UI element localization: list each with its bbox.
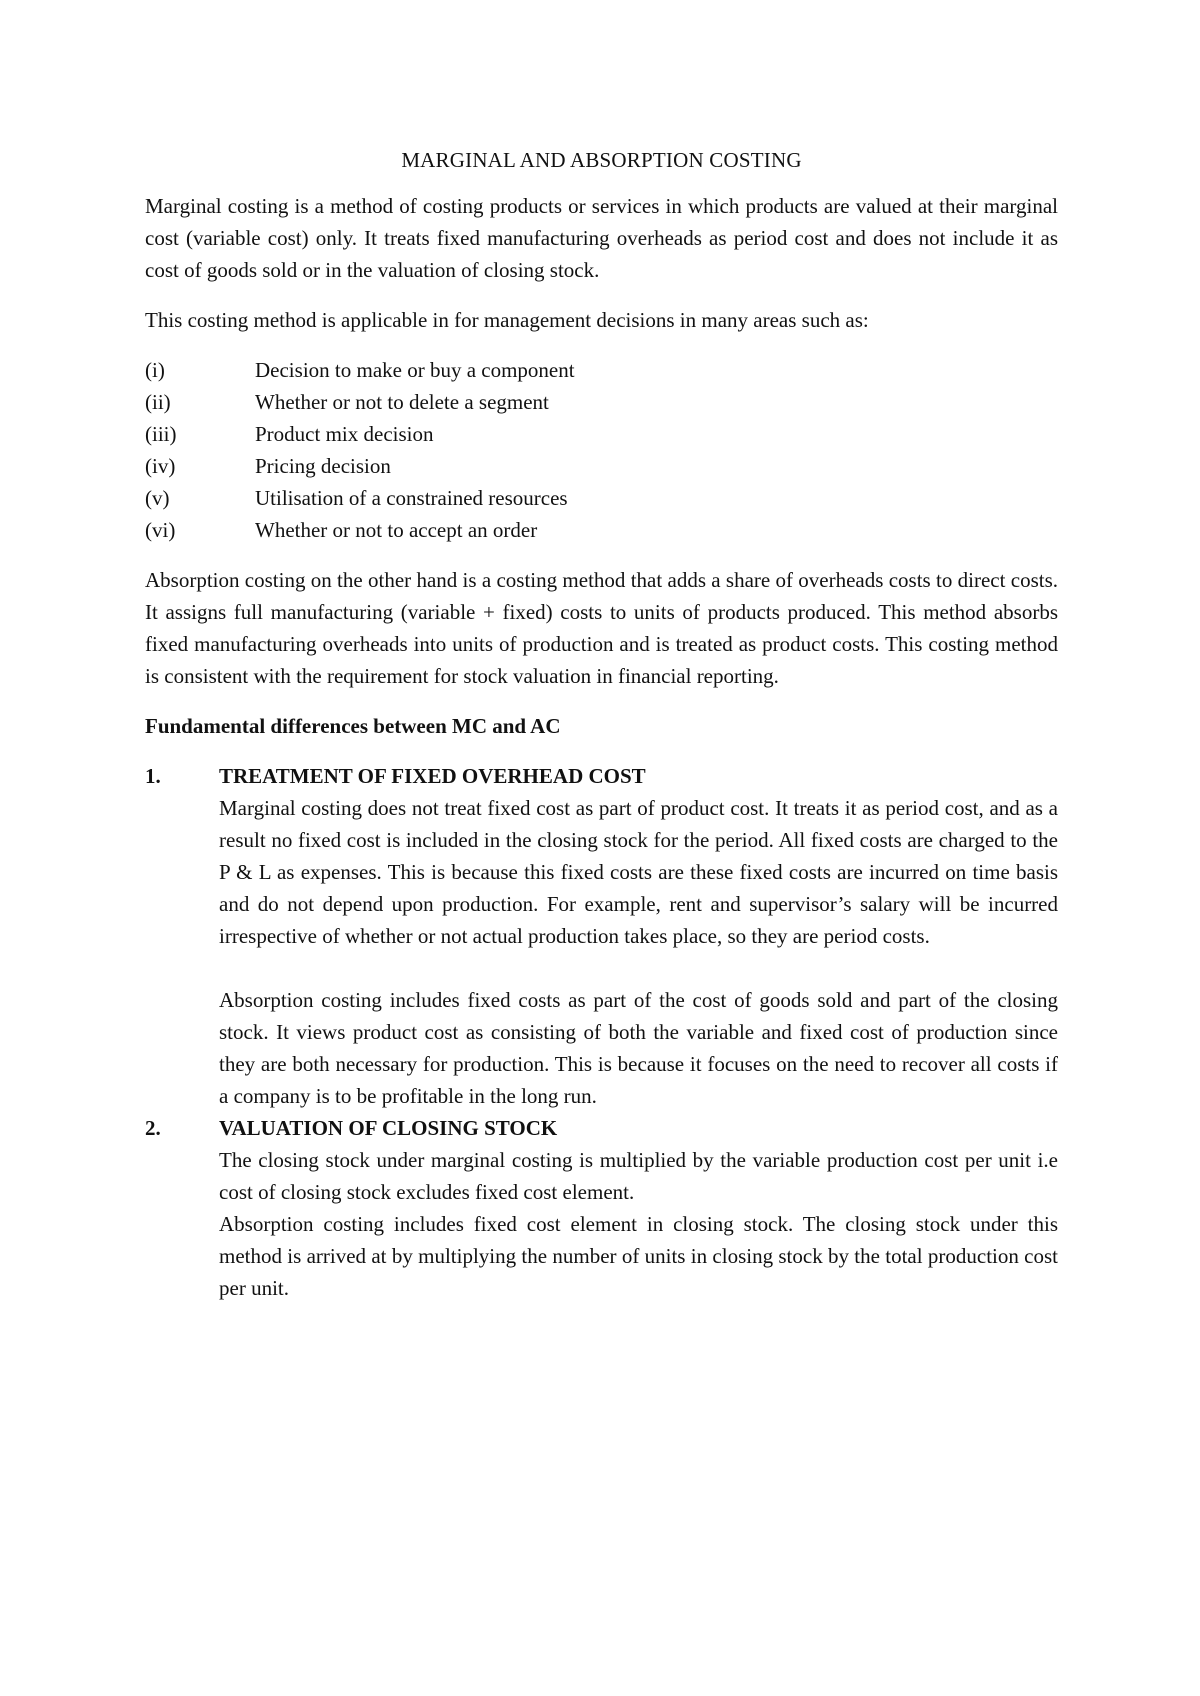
difference-body [219,760,1058,1112]
absorption-paragraph: Absorption costing on the other hand is a costing method that adds a share of overheads costs to direct costs. It assigns full manufacturing (variable + fixed) costs to units of products produced. This method absorbs fixed manufacturing overheads into units of production and is treated as product costs. This costing method is consistent with the requirement for stock valuation in financial reporting. [145,568,1058,688]
list-item [145,482,1058,514]
list-item [145,450,1058,482]
difference-item [145,760,1058,1112]
difference-title: TREATMENT OF FIXED OVERHEAD COST [219,764,646,788]
difference-paragraph: Absorption costing includes fixed costs as part of the cost of goods sold and part of the closing stock. It views product cost as consisting of both the variable and fixed cost of production since they are both necessary for production. This is because it focuses on the need to recover all costs if a company is to be profitable in the long run. [219,988,1058,1108]
difference-paragraph: The closing stock under marginal costing is multiplied by the variable production cost per unit i.e cost of closing stock excludes fixed cost element. [219,1148,1058,1204]
difference-title: VALUATION OF CLOSING STOCK [219,1116,558,1140]
list-numeral: (v) [145,486,170,510]
list-item-text: Decision to make or buy a component [255,358,575,382]
difference-item [145,1112,1058,1304]
list-item [145,386,1058,418]
list-numeral: (vi) [145,518,176,542]
intro-paragraph: Marginal costing is a method of costing products or services in which products are valued at their marginal cost (variable cost) only. It treats fixed manufacturing overheads as period cost and does not include it as cost of goods sold or in the valuation of closing stock. [145,194,1058,282]
applicability-sentence: This costing method is applicable in for management decisions in many areas such as: [145,308,869,332]
list-item [145,354,1058,386]
list-item [145,514,1058,546]
document-body [145,144,1058,1304]
applications-list [145,354,1058,546]
list-numeral: (ii) [145,390,171,414]
list-item [145,418,1058,450]
list-numeral: (iv) [145,454,176,478]
list-item-text: Product mix decision [255,422,434,446]
difference-number: 2. [145,1116,161,1140]
blank-line [219,952,1058,984]
difference-number: 1. [145,764,161,788]
differences-heading: Fundamental differences between MC and AC [145,714,561,738]
difference-paragraph: Marginal costing does not treat fixed cost as part of product cost. It treats it as period cost, and as a result no fixed cost is included in the closing stock for the period. All fixed costs are charged to the P & L as expenses. This is because this fixed costs are these fixed costs are incurred on time basis and do not depend upon production. For example, rent and supervisor’s salary will be incurred irrespective of whether or not actual production takes place, so they are period costs. [219,796,1058,948]
list-item-text: Utilisation of a constrained resources [255,486,568,510]
list-item-text: Pricing decision [255,454,391,478]
document-title: MARGINAL AND ABSORPTION COSTING [401,148,802,172]
differences-list [145,760,1058,1304]
list-numeral: (i) [145,358,165,382]
difference-body [219,1112,1058,1304]
difference-paragraph: Absorption costing includes fixed cost element in closing stock. The closing stock under this method is arrived at by multiplying the number of units in closing stock by the total production cost per unit. [219,1212,1058,1300]
list-item-text: Whether or not to accept an order [255,518,538,542]
list-numeral: (iii) [145,422,177,446]
list-item-text: Whether or not to delete a segment [255,390,549,414]
